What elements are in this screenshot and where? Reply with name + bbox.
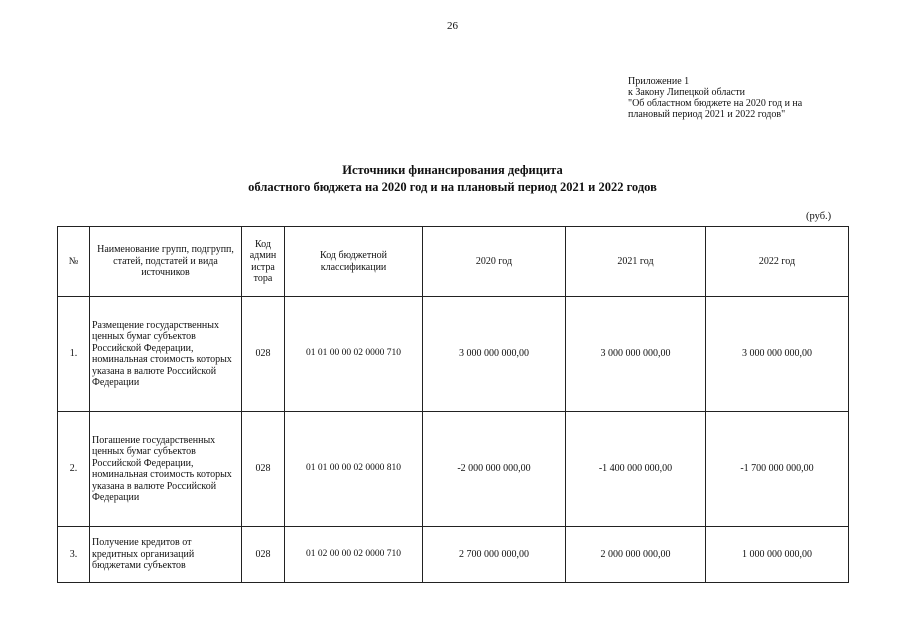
row-budget-code: 01 02 00 00 02 0000 710 — [285, 527, 423, 583]
row-admin-code: 028 — [242, 527, 285, 583]
header-num: № — [58, 227, 90, 297]
document-title — [0, 162, 905, 196]
row-name: Погашение государственных ценных бумаг субъектов Российской Федерации, номинальная стоимость которых указана в валюте Российской Федерации — [90, 412, 242, 527]
document-title-line-1: Источники финансирования дефицита — [342, 163, 563, 177]
appendix-line: Приложение 1 — [628, 76, 690, 87]
row-value-2022: 3 000 000 000,00 — [706, 297, 849, 412]
row-value-2020: 2 700 000 000,00 — [423, 527, 566, 583]
header-2020: 2020 год — [423, 227, 566, 297]
row-value-2020: -2 000 000 000,00 — [423, 412, 566, 527]
row-budget-code: 01 01 00 00 02 0000 810 — [285, 412, 423, 527]
table-row — [58, 297, 849, 412]
appendix-line: плановый период 2021 и 2022 годов" — [628, 109, 786, 120]
appendix-note — [628, 76, 888, 120]
row-num: 2. — [58, 412, 90, 527]
row-value-2021: 2 000 000 000,00 — [566, 527, 706, 583]
appendix-line: к Закону Липецкой области — [628, 87, 745, 98]
row-value-2021: -1 400 000 000,00 — [566, 412, 706, 527]
header-admin-code: Код админ истра тора — [242, 227, 285, 297]
header-2021: 2021 год — [566, 227, 706, 297]
row-admin-code: 028 — [242, 297, 285, 412]
financing-sources-table — [57, 226, 849, 583]
header-budget-code: Код бюджетной классификации — [285, 227, 423, 297]
table-header-row — [58, 227, 849, 297]
header-2022: 2022 год — [706, 227, 849, 297]
row-name: Размещение государственных ценных бумаг субъектов Российской Федерации, номинальная стоимость которых указана в валюте Российской Федерации — [90, 297, 242, 412]
header-name: Наименование групп, подгрупп, статей, подстатей и вида источников — [90, 227, 242, 297]
row-name: Получение кредитов от кредитных организаций бюджетами субъектов — [90, 527, 242, 583]
row-num: 3. — [58, 527, 90, 583]
row-value-2021: 3 000 000 000,00 — [566, 297, 706, 412]
page-number: 26 — [447, 20, 458, 32]
table-row — [58, 412, 849, 527]
row-value-2020: 3 000 000 000,00 — [423, 297, 566, 412]
row-value-2022: -1 700 000 000,00 — [706, 412, 849, 527]
row-value-2022: 1 000 000 000,00 — [706, 527, 849, 583]
appendix-line: "Об областном бюджете на 2020 год и на — [628, 98, 803, 109]
table-row — [58, 527, 849, 583]
row-admin-code: 028 — [242, 412, 285, 527]
row-num: 1. — [58, 297, 90, 412]
units-label: (руб.) — [806, 211, 832, 222]
row-budget-code: 01 01 00 00 02 0000 710 — [285, 297, 423, 412]
document-title-line-2: областного бюджета на 2020 год и на плановый период 2021 и 2022 годов — [248, 180, 657, 194]
